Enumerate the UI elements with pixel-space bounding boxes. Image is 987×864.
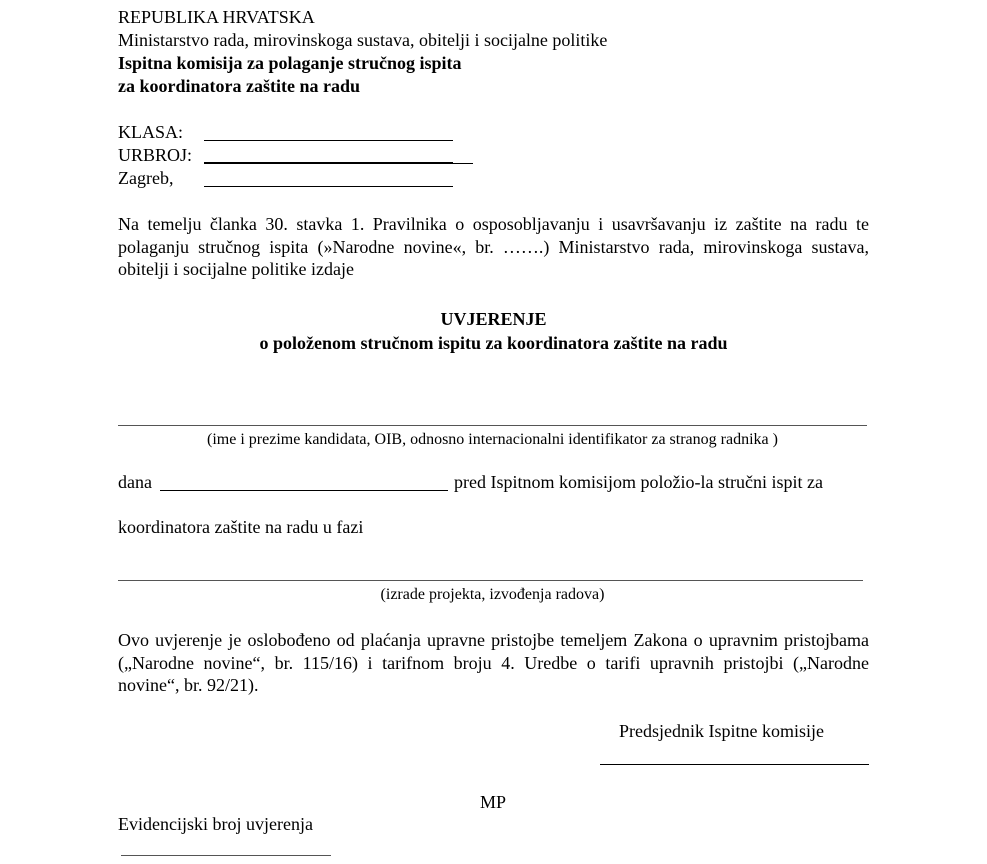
date-blank-line: [204, 186, 453, 187]
zagreb-label: Zagreb,: [118, 168, 174, 188]
document-title: UVJERENJE: [440, 309, 547, 329]
intro-paragraph: Na temelju članka 30. stavka 1. Pravilnika o osposobljavanju i usavršavanju iz zaštite na radu te polaganju stručnog ispita (»Narodne novine«, br. …….) Ministarstvo rada, mirovinskoga sustava, obitelji i socijalne politike izdaje: [118, 214, 869, 279]
record-number-label: Evidencijski broj uvjerenja: [118, 814, 313, 834]
phase-text: koordinatora zaštite na radu u fazi: [118, 517, 364, 537]
commission-name-line1: Ispitna komisija za polaganje stručnog ispita: [118, 53, 462, 73]
urbroj-label: URBROJ:: [118, 145, 193, 165]
country-name: REPUBLIKA HRVATSKA: [118, 7, 315, 27]
stamp-mp: MP: [480, 792, 507, 812]
urbroj-blank-line-tail: [453, 163, 473, 164]
dana-label: dana: [118, 472, 152, 492]
president-label: Predsjednik Ispitne komisije: [619, 721, 824, 741]
candidate-blank-line: [118, 425, 867, 426]
klasa-blank-line: [204, 140, 453, 141]
president-signature-line: [600, 764, 869, 765]
ministry-name: Ministarstvo rada, mirovinskoga sustava, obitelji i socijalne politike: [118, 30, 608, 50]
exemption-paragraph: Ovo uvjerenje je oslobođeno od plaćanja upravne pristojbe temeljem Zakona o upravnim pristojbama („Narodne novine“, br. 115/16) i tarifnom broju 4. Uredbe o tarifi upravnih pristojbi („Narodne novine“, br. 92/21).: [118, 630, 869, 695]
document-subtitle: o položenom stručnom ispitu za koordinatora zaštite na radu: [259, 333, 728, 353]
klasa-label: KLASA:: [118, 122, 184, 142]
record-number-blank-line: [121, 855, 331, 856]
candidate-caption: (ime i prezime kandidata, OIB, odnosno internacionalni identifikator za stranog radnika ): [207, 431, 778, 448]
urbroj-blank-line: [204, 162, 453, 164]
phase-caption: (izrade projekta, izvođenja radova): [380, 586, 605, 603]
phase-blank-line: [118, 580, 863, 581]
exam-passed-text: pred Ispitnom komisijom položio-la stručni ispit za: [454, 472, 823, 492]
commission-name-line2: za koordinatora zaštite na radu: [118, 76, 360, 96]
exam-date-blank-line: [160, 490, 448, 491]
